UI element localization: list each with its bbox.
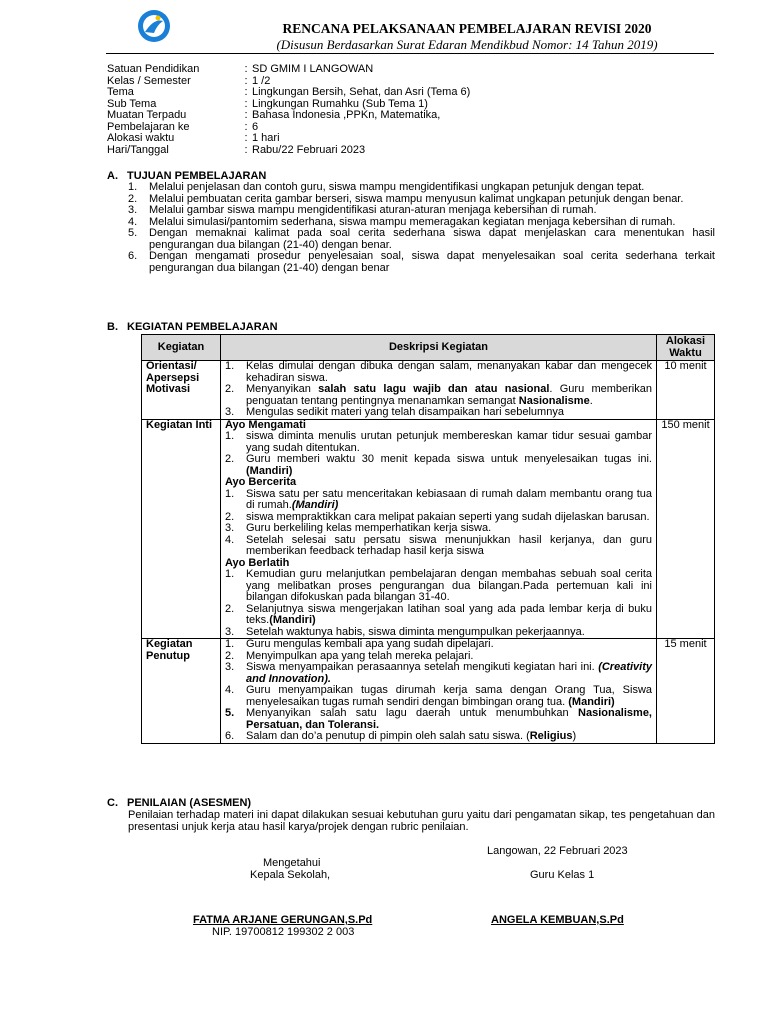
info-colon: : (244, 109, 248, 121)
list-item (225, 662, 652, 685)
section-letter: A. (107, 170, 118, 182)
text-run: Nasionalisme (518, 394, 590, 407)
info-row (107, 145, 470, 157)
text-run: salah satu lagu wajib dan atau nasional (318, 383, 550, 395)
activity-time: 10 menit (657, 361, 715, 420)
principal-nip: NIP. 19700812 199302 2 003 (212, 926, 355, 938)
text-run: Menyanyikan salah satu lagu daerah untuk menumbuhkan (246, 707, 579, 719)
list-item (128, 251, 715, 274)
list-item (225, 627, 652, 639)
principal-name: FATMA ARJANE GERUNGAN,S.Pd (193, 914, 373, 926)
section-title: KEGIATAN PEMBELAJARAN (127, 321, 278, 333)
item-text (246, 535, 652, 558)
list-item (225, 604, 652, 627)
list-item (225, 569, 652, 604)
item-text (246, 627, 652, 639)
item-text (246, 685, 652, 708)
list-item (225, 407, 652, 419)
header-divider (106, 53, 714, 54)
item-text (246, 454, 652, 477)
text-run: (Mandiri) (291, 499, 339, 511)
activity-description (221, 419, 657, 639)
text-run: Siswa satu per satu menceritakan kebiasaan di rumah dalam membantu orang tua di rumah. (246, 487, 652, 511)
text-run: . Guru memberikan penguatan tentang pentingnya menanamkan semangat (246, 383, 652, 407)
activity-description (221, 639, 657, 744)
info-value: 6 (252, 120, 259, 133)
item-number: 4. (128, 215, 138, 228)
text-run: Setelah waktunya habis, siswa diminta mengumpulkan pekerjaannya. (246, 625, 585, 638)
principal-title: Kepala Sekolah, (250, 869, 331, 881)
info-key: Alokasi waktu (107, 132, 175, 144)
activity-group (225, 489, 652, 558)
item-text (246, 489, 652, 512)
text-run: . (589, 394, 593, 407)
info-value: Lingkungan Rumahku (Sub Tema 1) (252, 97, 428, 110)
info-colon: : (244, 86, 248, 98)
text-run: (Creativity and Innovation). (246, 661, 652, 685)
info-value: Bahasa Indonesia ,PPKn, Matematika, (252, 109, 441, 121)
info-key: Pembelajaran ke (107, 120, 190, 133)
item-number: 1. (225, 487, 235, 500)
text-run: Mengulas sedikit materi yang telah disampaikan hari sebelumnya (246, 406, 564, 418)
item-number: 3. (225, 661, 235, 673)
item-number: 2. (128, 192, 138, 205)
assessment-paragraph: Penilaian terhadap materi ini dapat dilakukan sesuai kebutuhan guru yaitu dari pengamatan sikap, tes pengetahuan dan presentasi unjuk kerja atau hasil karya/projek dengan rubric penilaian. (128, 809, 715, 833)
info-key: Satuan Pendidikan (107, 63, 200, 75)
item-number: 3. (225, 625, 235, 638)
activity-time: 15 menit (657, 639, 715, 744)
text-run: siswa mempraktikkan cara melipat pakaian seperti yang sudah dijelaskan barusan. (246, 510, 650, 523)
place-date: Langowan, 22 Februari 2023 (487, 845, 628, 857)
list-item (225, 361, 652, 384)
item-number: 6. (225, 730, 235, 742)
activity-time: 150 menit (657, 419, 715, 639)
item-text: Melalui penjelasan dan contoh guru, siswa mampu mengidentifikasi ungkapan petunjuk dengan tepat. (149, 181, 645, 193)
text-run: Guru menyampaikan tugas dirumah kerja sama dengan Orang Tua, Siswa menyelesaikan tugas rumah sendiri dengan bimbingan orang tua. (246, 684, 652, 708)
info-key: Kelas / Semester (107, 74, 191, 87)
section-title: TUJUAN PEMBELAJARAN (127, 170, 267, 182)
info-colon: : (244, 132, 248, 144)
text-run: Menyanyikan (246, 383, 319, 395)
section-c-heading (107, 797, 251, 809)
item-text: Dengan memaknai kalimat pada soal cerita sederhana siswa dapat menjelaskan cara menentukan hasil pengurangan dua bilangan (21-40) dengan benar. (149, 227, 715, 251)
item-number: 6. (128, 250, 138, 262)
item-number: 1. (225, 360, 235, 372)
column-header: Deskripsi Kegiatan (221, 335, 657, 361)
text-run: Guru berkeliling kelas memperhatikan kerja siswa. (246, 522, 492, 534)
item-text (246, 731, 652, 743)
info-row (107, 110, 470, 122)
list-item (225, 431, 652, 454)
section-letter: C. (107, 797, 118, 809)
info-key: Muatan Terpadu (107, 109, 187, 121)
activity-group-title: Ayo Berlatih (225, 556, 290, 569)
info-value: Rabu/22 Februari 2023 (252, 143, 366, 156)
column-header: Alokasi Waktu (657, 335, 715, 361)
item-number: 3. (225, 406, 235, 418)
item-text: Melalui pembuatan cerita gambar berseri, siswa mampu menyusun kalimat ungkapan petunjuk dengan benar. (149, 192, 684, 205)
info-colon: : (244, 97, 248, 110)
text-run: Selanjutnya siswa mengerjakan latihan soal yang ada pada lembar kerja di buku teks. (246, 602, 652, 626)
text-run: ) (572, 730, 577, 742)
info-value: 1 hari (252, 132, 280, 144)
info-row (107, 64, 470, 76)
activity-group (225, 569, 652, 638)
column-header: Kegiatan (142, 335, 221, 361)
text-run: Kemudian guru melanjutkan pembelajaran dengan membahas sebuah soal cerita yang melibatkan proses pengurangan dua bilangan.Pada pertemuan kali ini bilangan difokuskan pada bilangan 31-40. (246, 568, 652, 603)
item-number: 1. (225, 638, 235, 650)
list-item (128, 228, 715, 251)
document-subtitle: (Disusun Berdasarkan Surat Edaran Mendikbud Nomor: 14 Tahun 2019) (276, 37, 658, 52)
goals-list (128, 182, 715, 274)
text-run: Nasionalisme, Persatuan, dan Toleransi. (246, 707, 652, 731)
text-run: (Mandiri) (269, 614, 316, 626)
section-title: PENILAIAN (ASESMEN) (127, 797, 252, 809)
item-text (246, 662, 652, 685)
list-item (225, 685, 652, 708)
list-item (225, 708, 652, 731)
item-text (246, 431, 652, 454)
text-run: Religius (529, 730, 573, 742)
text-run: Menyimpulkan apa yang telah mereka pelajari. (246, 649, 474, 662)
activity-name: Kegiatan Inti (142, 419, 221, 639)
document-title: RENCANA PELAKSANAAN PEMBELAJARAN REVISI 2020 (282, 21, 652, 36)
activity-group-title: Ayo Bercerita (225, 476, 297, 488)
item-number: 5. (225, 707, 235, 719)
list-item (128, 205, 715, 217)
item-text: Melalui gambar siswa mampu mengidentifikasi aturan-aturan menjaga kebersihan di rumah. (149, 204, 597, 216)
table-header-row (142, 335, 715, 361)
info-value: SD GMIM I LANGOWAN (252, 63, 374, 75)
activity-group (225, 431, 652, 477)
info-value: Lingkungan Bersih, Sehat, dan Asri (Tema 6) (252, 86, 471, 98)
activity-description (221, 361, 657, 420)
info-colon: : (244, 74, 248, 87)
text-run: (Mandiri) (568, 695, 615, 708)
table-row (142, 419, 715, 639)
activity-name: Kegiatan Penutup (142, 639, 221, 744)
item-number: 3. (225, 522, 235, 534)
item-number: 2. (225, 602, 235, 615)
info-colon: : (244, 120, 248, 133)
item-number: 2. (225, 453, 235, 465)
info-key: Hari/Tanggal (107, 143, 169, 156)
item-number: 1. (225, 568, 235, 580)
item-number: 1. (128, 181, 138, 193)
list-item (225, 489, 652, 512)
text-run: Guru memberi waktu 30 menit kepada siswa untuk menyelesaikan tugas ini. (246, 453, 652, 465)
text-run: Guru mengulas kembali apa yang sudah dipelajari. (246, 638, 494, 650)
info-value: 1 /2 (252, 74, 271, 87)
identity-block (107, 64, 470, 156)
text-run: siswa diminta menulis urutan petunjuk membereskan kamar tidur sesuai gambar yang sudah ditentukan. (246, 430, 652, 454)
section-letter: B. (107, 321, 118, 333)
item-number: 2. (225, 383, 235, 395)
text-run: Salam dan do’a penutup di pimpin oleh salah satu siswa. ( (246, 730, 530, 742)
info-colon: : (244, 63, 248, 75)
text-run: (Mandiri) (246, 464, 293, 477)
item-text (246, 407, 652, 419)
list-item (225, 731, 652, 743)
list-item (225, 384, 652, 407)
text-run: Siswa menyampaikan perasaannya setelah mengikuti kegiatan hari ini. (246, 661, 599, 673)
table-row (142, 639, 715, 744)
section-b-heading (107, 321, 278, 333)
activity-table (141, 334, 715, 744)
info-key: Sub Tema (107, 97, 157, 110)
activity-name: Orientasi/ Apersepsi Motivasi (142, 361, 221, 420)
item-text: Dengan mengamati prosedur penyelesaian soal, siswa dapat menyelesaikan soal cerita sederhana terkait pengurangan dua bilangan (21-40) dengan benar (149, 250, 715, 274)
text-run: Setelah selesai satu persatu siswa menunjukkan hasil kerjanya, dan guru memberikan feedback terhadap hasil kerja siswa (246, 533, 652, 557)
info-key: Tema (107, 86, 134, 98)
item-number: 1. (225, 430, 235, 442)
item-text (246, 361, 652, 384)
item-number: 5. (128, 227, 138, 239)
text-run: Kelas dimulai dengan dibuka dengan salam, menanyakan kabar dan mengecek kehadiran siswa. (246, 360, 652, 384)
item-number: 2. (225, 649, 235, 662)
item-text (246, 569, 652, 604)
list-item (128, 182, 715, 194)
tut-wuri-handayani-logo (136, 8, 172, 44)
teacher-title: Guru Kelas 1 (530, 869, 595, 881)
table-row (142, 361, 715, 420)
item-number: 4. (225, 684, 235, 696)
list-item (225, 535, 652, 558)
item-text: Melalui simulasi/pantomim sederhana, siswa mampu memeragakan kegiatan menjaga kebersihan di rumah. (149, 215, 676, 228)
info-colon: : (244, 143, 248, 156)
teacher-name: ANGELA KEMBUAN,S.Pd (491, 914, 624, 926)
item-text (246, 708, 652, 731)
activity-group-title: Ayo Mengamati (225, 418, 306, 431)
item-number: 2. (225, 510, 235, 523)
list-item (225, 454, 652, 477)
item-text (246, 384, 652, 407)
item-number: 3. (128, 204, 138, 216)
item-number: 4. (225, 533, 235, 546)
acknowledged-label: Mengetahui (263, 857, 321, 869)
item-text (246, 604, 652, 627)
